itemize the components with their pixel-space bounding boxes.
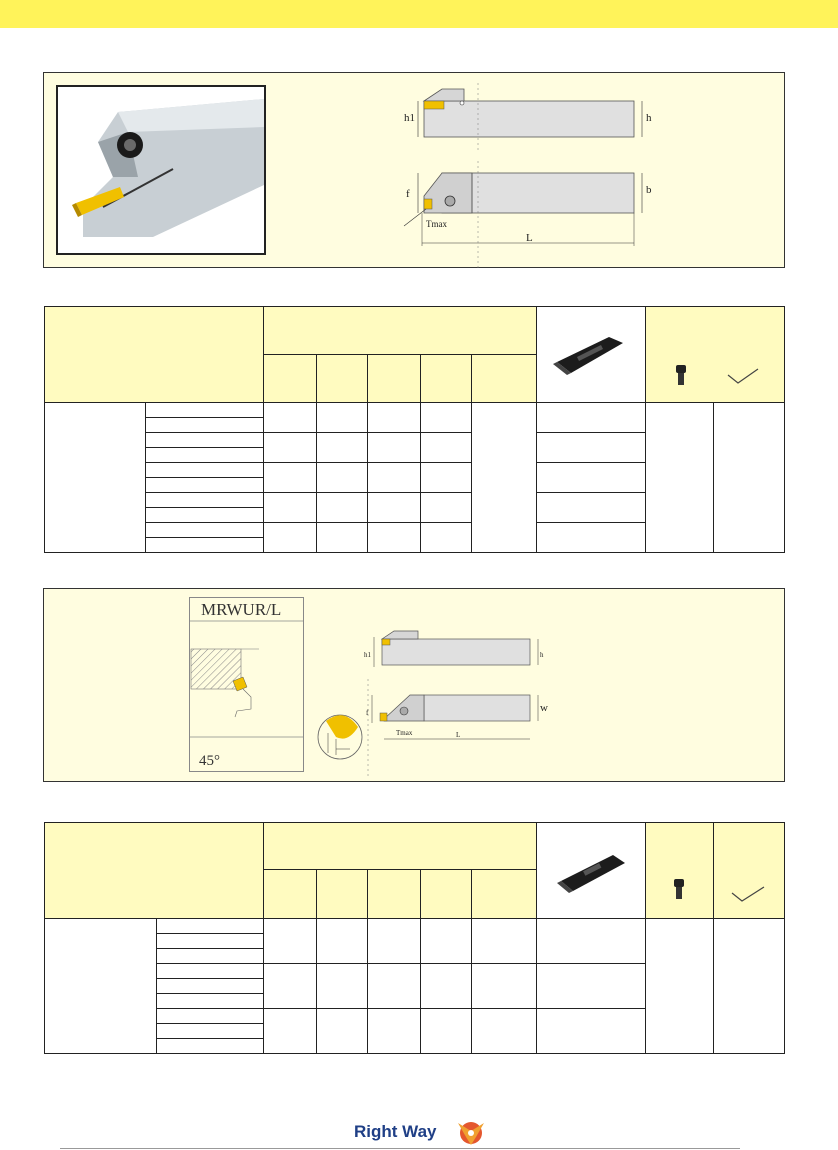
table1-header-accessories [646,307,785,403]
tool-diagram-panel-1 [43,72,785,268]
label2-w: w [540,702,548,714]
table1-group-cell [45,403,146,553]
grooving-insert-icon [537,823,644,913]
table2-header-dimensions [264,823,537,870]
footer-divider [60,1148,740,1149]
right-way-logo-icon [456,1119,486,1147]
table-row [146,478,264,493]
screw-icon [646,823,712,913]
table-row [146,448,264,463]
table2-group-cell [45,919,157,1054]
label2-L: L [456,731,461,739]
table1-col-4 [421,355,472,403]
table-row [146,403,264,418]
table2-header-insert [537,823,646,919]
spec-table-1 [44,306,785,553]
label2-f: f [366,709,369,717]
table-row [146,508,264,523]
angle-label: 45° [199,753,220,769]
table-row [157,964,264,979]
table-row [146,493,264,508]
spec-table-2 [44,822,785,1054]
table2-col-4 [421,869,472,918]
table2-col-3 [368,869,421,918]
accessories-icons [646,307,783,397]
table-row [157,979,264,994]
table2-header-screw [646,823,714,919]
grooving-insert-icon [537,307,644,397]
hex-key-icon [714,823,783,913]
hex-key-icon [728,369,758,383]
table-row [146,538,264,553]
table-row [157,1009,264,1024]
table2-col-1 [264,869,317,918]
tool-holder-photo [56,85,266,255]
table-row [146,523,264,538]
label2-h: h [540,651,544,659]
mrwur-application-box [189,597,305,773]
mrwur-title: MRWUR/L [201,600,282,619]
table1-col-5 [472,355,537,403]
tool-holder-photo-image [58,87,264,253]
screw-icon [676,365,686,385]
table-row [157,994,264,1009]
brand-text: Right Way [354,1122,437,1141]
label-b: b [646,184,652,196]
table-row [157,934,264,949]
table2-col-5 [472,869,537,918]
table1-header-designation [45,307,264,403]
tool-diagram-panel-2 [43,588,785,782]
technical-drawing-1 [394,81,654,269]
table-row [146,433,264,448]
table-row [157,949,264,964]
table2-header-key [714,823,785,919]
table1-col-3 [368,355,421,403]
table1-col-1 [264,355,317,403]
label-h1: h1 [404,112,415,124]
label-f: f [406,188,410,200]
table1-col-2 [317,355,368,403]
table-row [146,418,264,433]
technical-drawing-2 [314,619,564,781]
label-h: h [646,112,652,124]
table2-header-designation [45,823,264,919]
table1-header-insert [537,307,646,403]
table-row [157,919,264,934]
label-L: L [526,232,533,244]
table-row [146,463,264,478]
table2-col-2 [317,869,368,918]
brand-name [354,1122,436,1142]
label2-h1: h1 [364,651,371,659]
table-row [157,1024,264,1039]
table-row [157,1039,264,1054]
label-tmax: Tmax [426,219,447,229]
label2-tmax: Tmax [396,729,413,737]
top-header-bar [0,0,838,28]
table1-header-dimensions [264,307,537,355]
